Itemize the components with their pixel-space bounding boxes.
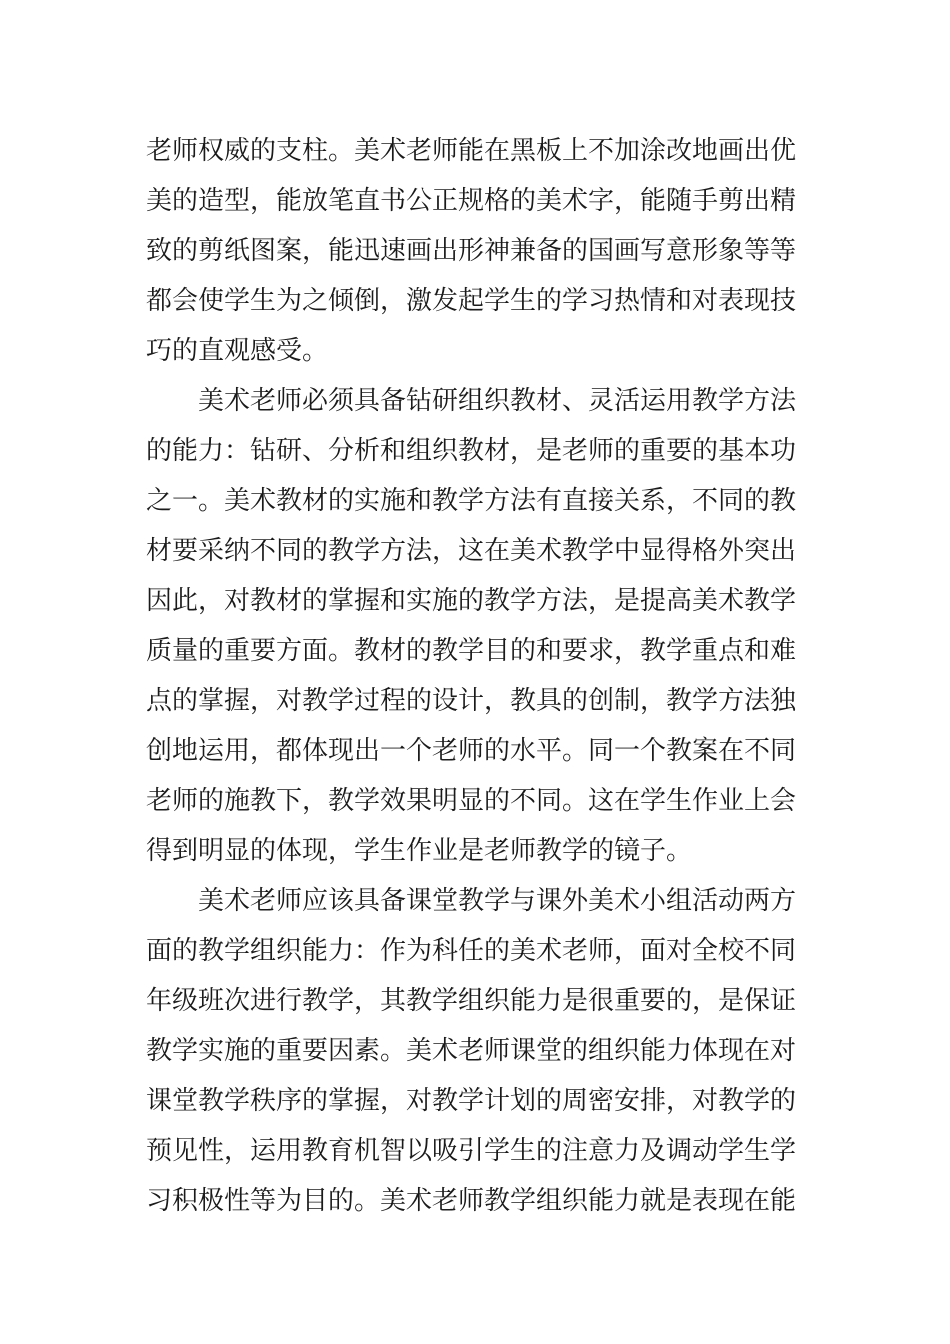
text-line: 美术老师应该具备课堂教学与课外美术小组活动两方	[146, 886, 797, 916]
text-line: 巧的直观感受。	[146, 336, 329, 366]
text-line: 创地运用，都体现出一个老师的水平。同一个教案在不同	[146, 736, 797, 766]
text-line: 得到明显的体现，学生作业是老师教学的镜子。	[146, 836, 693, 866]
text-line: 美的造型，能放笔直书公正规格的美术字，能随手剪出精	[146, 186, 797, 216]
text-line: 美术老师必须具备钻研组织教材、灵活运用教学方法	[146, 386, 797, 416]
text-line: 都会使学生为之倾倒，激发起学生的学习热情和对表现技	[146, 286, 797, 316]
text-line: 教学实施的重要因素。美术老师课堂的组织能力体现在对	[146, 1036, 797, 1066]
paragraph-1	[146, 126, 810, 376]
paragraph-2	[146, 376, 810, 876]
text-line: 质量的重要方面。教材的教学目的和要求，教学重点和难	[146, 636, 797, 666]
text-line: 预见性，运用教育机智以吸引学生的注意力及调动学生学	[146, 1136, 797, 1166]
text-line: 面的教学组织能力：作为科任的美术老师，面对全校不同	[146, 936, 797, 966]
text-line: 的能力：钻研、分析和组织教材，是老师的重要的基本功	[146, 436, 797, 466]
text-line: 课堂教学秩序的掌握，对教学计划的周密安排，对教学的	[146, 1086, 797, 1116]
text-line: 老师权威的支柱。美术老师能在黑板上不加涂改地画出优	[146, 136, 797, 166]
text-line: 老师的施教下，教学效果明显的不同。这在学生作业上会	[146, 786, 797, 816]
text-line: 材要采纳不同的教学方法，这在美术教学中显得格外突出	[146, 536, 797, 566]
text-line: 之一。美术教材的实施和教学方法有直接关系，不同的教	[146, 486, 797, 516]
text-line: 点的掌握，对教学过程的设计，教具的创制，教学方法独	[146, 686, 797, 716]
text-line: 致的剪纸图案，能迅速画出形神兼备的国画写意形象等等	[146, 236, 797, 266]
document-body	[146, 126, 810, 1226]
text-line: 习积极性等为目的。美术老师教学组织能力就是表现在能	[146, 1186, 797, 1216]
text-line: 年级班次进行教学，其教学组织能力是很重要的，是保证	[146, 986, 797, 1016]
text-line: 因此，对教材的掌握和实施的教学方法，是提高美术教学	[146, 586, 797, 616]
paragraph-3	[146, 876, 810, 1226]
